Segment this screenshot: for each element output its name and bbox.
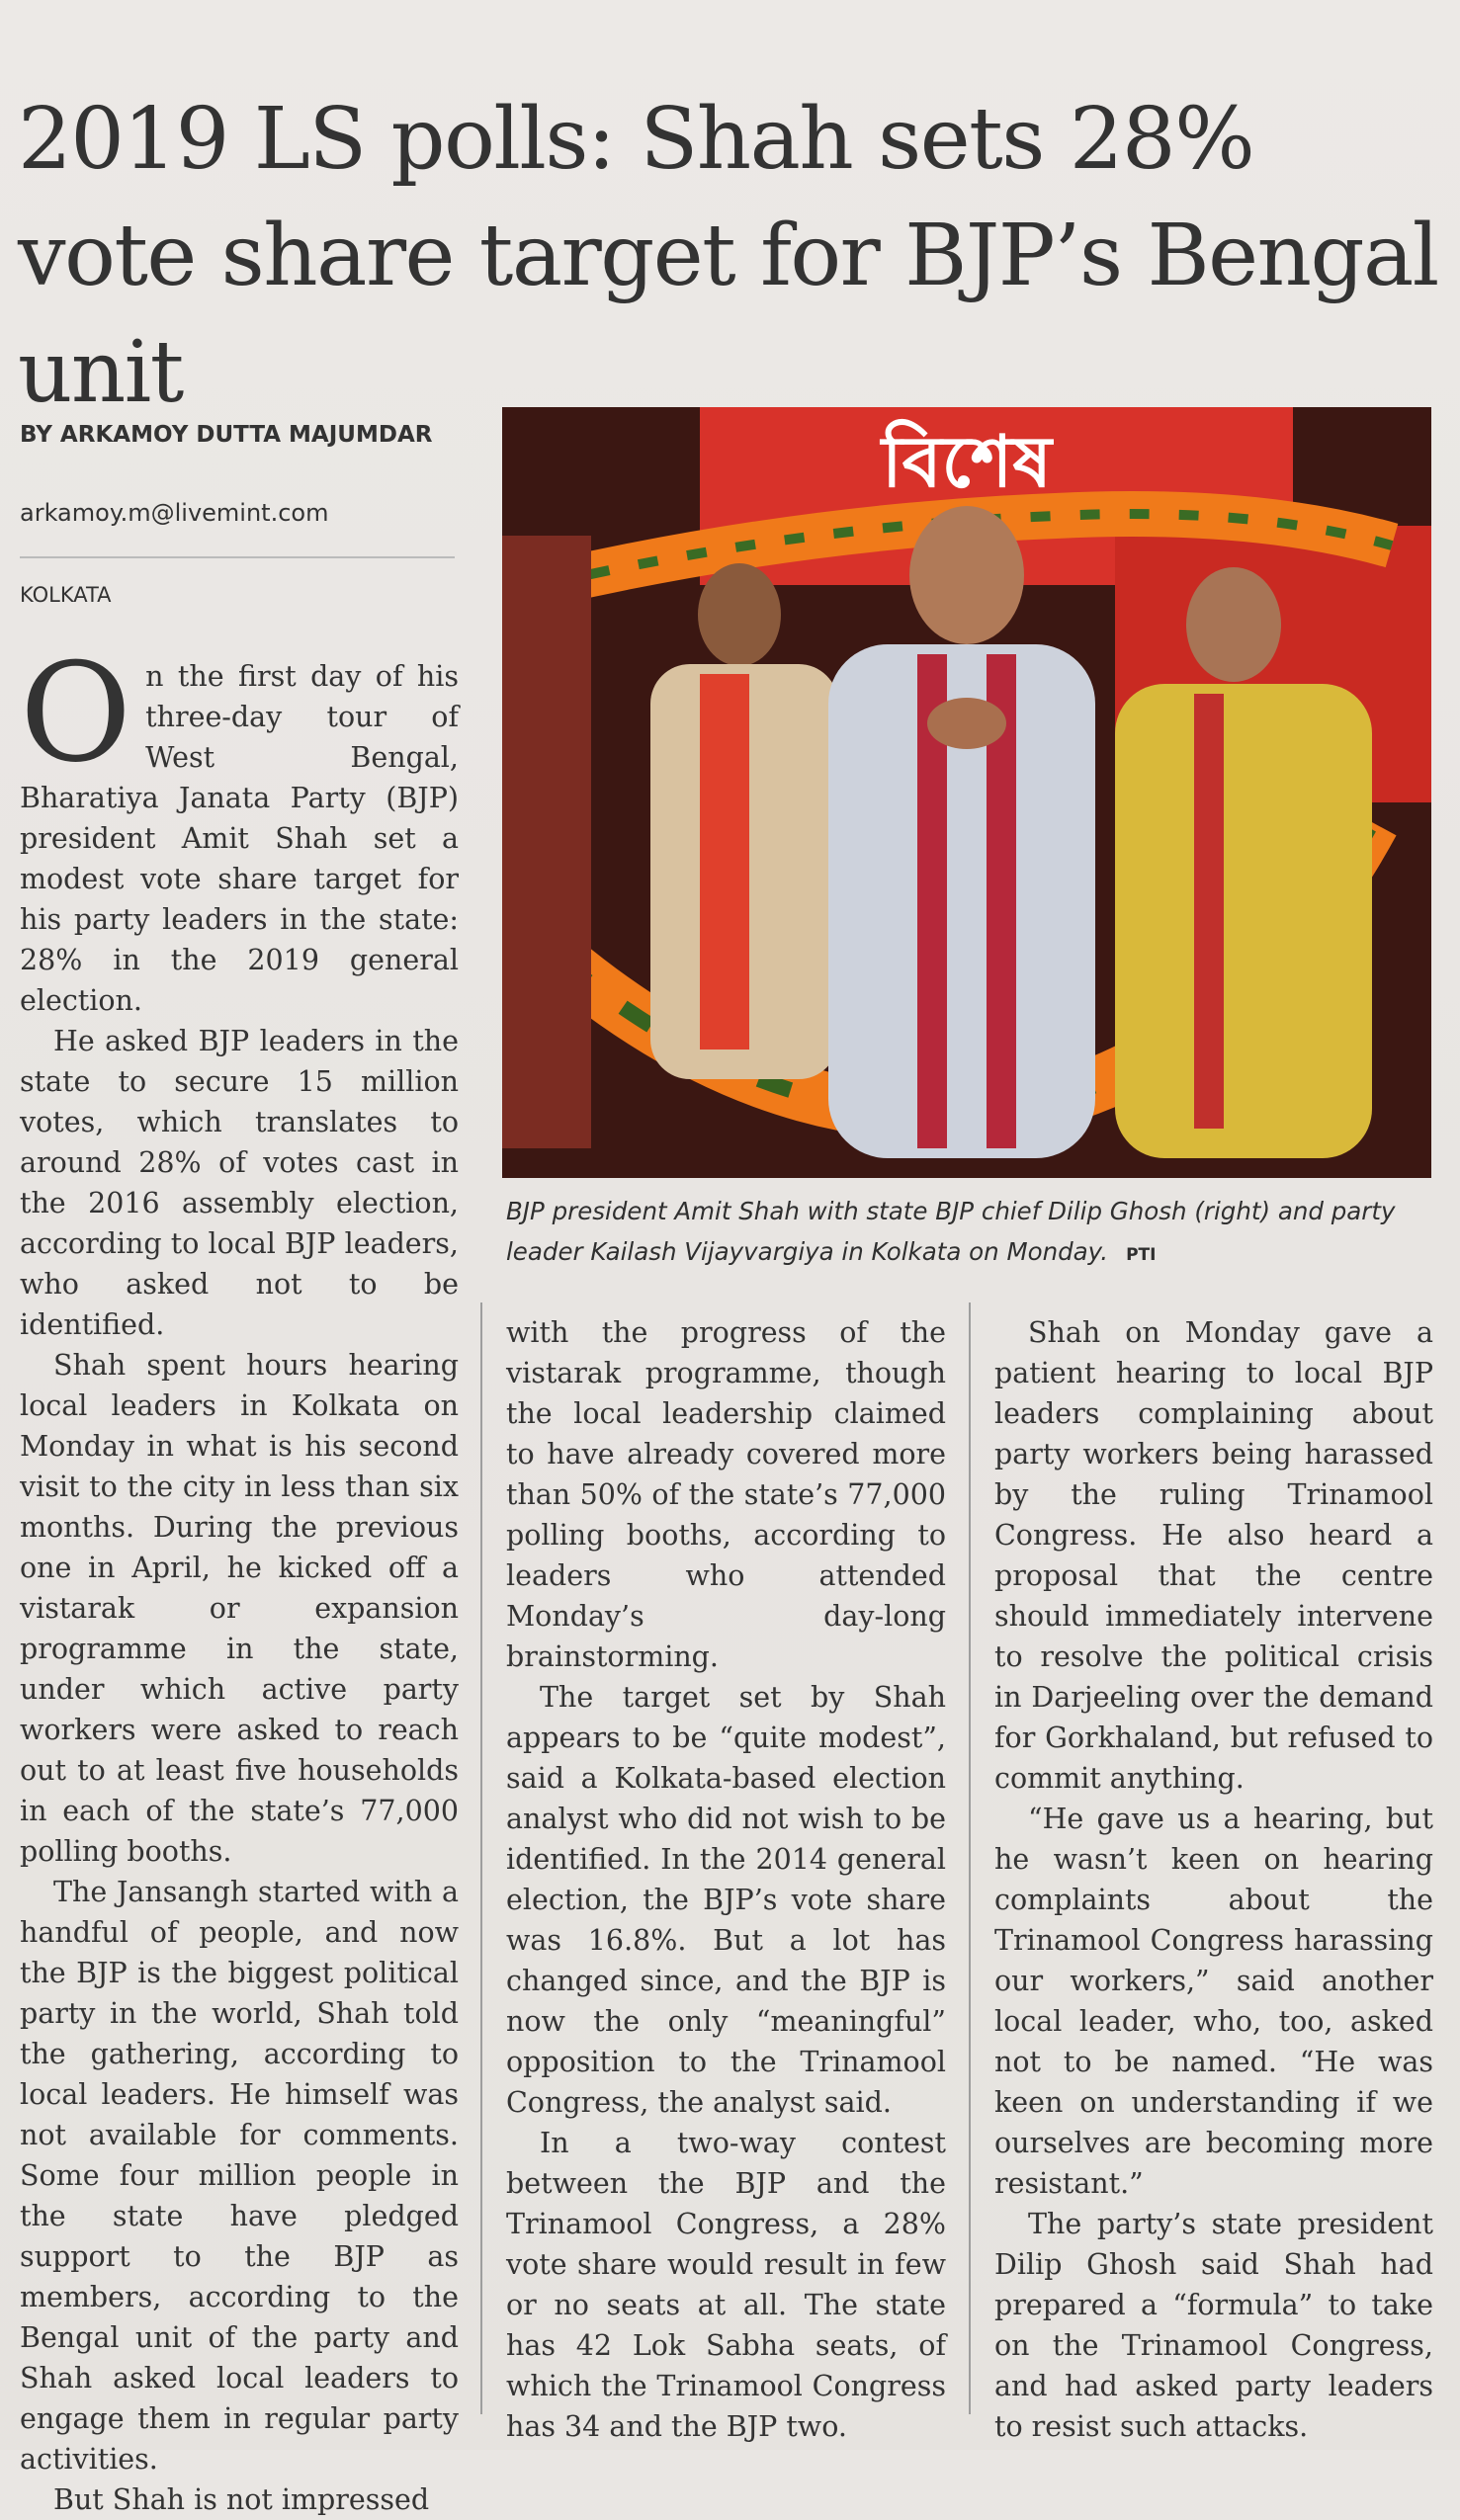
news-photo: [502, 407, 1431, 1178]
article-column-1: [20, 633, 459, 2520]
paragraph: He asked BJP leaders in the state to secure 15 million votes, which translates to around 28% of votes cast in the 2016 assembly election, according to local BJP leaders, who asked not to be identified.: [20, 1025, 459, 1341]
headline: 2019 LS polls: Shah sets 28% vote share target for BJP’s Bengal unit: [18, 90, 1438, 422]
paragraph: The party’s state president Dilip Ghosh said Shah had prepared a “formula” to take on the Trinamool Congress, and had asked party leaders to resist such attacks.: [994, 2208, 1433, 2443]
paragraph: But Shah is not impressed: [53, 2483, 430, 2516]
photo-caption: BJP president Amit Shah with state BJP chief Dilip Ghosh (right) and party leader Kailash Vijayvargiya in Kolkata on Monday. PTI: [506, 1197, 1396, 1266]
paragraph: The Jansangh started with a handful of people, and now the BJP is the biggest political party in the world, Shah told the gathering, according to local leaders. He himself was not available for comments. Some four million people in the state have pledged support to the BJP as members, according to the Bengal unit of the party and Shah asked local leaders to engage them in regular party activities.: [20, 1876, 459, 2476]
photo-credit: PTI: [1126, 1245, 1157, 1265]
article-column-3: [994, 1312, 1433, 2447]
byline: BY ARKAMOY DUTTA MAJUMDAR: [20, 422, 433, 448]
paragraph: Shah on Monday gave a patient hearing to local BJP leaders complaining about party workers being harassed by the ruling Trinamool Congress. He also heard a proposal that the centre should immediately intervene to resolve the political crisis in Darjeeling over the demand for Gorkhaland, but refused to commit anything.: [994, 1316, 1433, 1795]
paragraph: The target set by Shah appears to be “quite modest”, said a Kolkata-based election analyst who did not wish to be identified. In the 2014 general election, the BJP’s vote share was 16.8%. But a lot has changed since, and the BJP is now the only “meaningful” opposition to the Trinamool Congress, the analyst said.: [506, 1681, 946, 2119]
dateline: KOLKATA: [20, 583, 112, 607]
paragraph: “He gave us a hearing, but he wasn’t keen on hearing complaints about the Trinamool Congress harassing our workers,” said another local leader, who, too, asked not to be named. “He was keen on understanding if we ourselves are becoming more resistant.”: [994, 1803, 1433, 2200]
column-divider: [480, 1302, 482, 2414]
paragraph: In a two-way contest between the BJP and the Trinamool Congress, a 28% vote share would result in few or no seats at all. The state has 42 Lok Sabha seats, of which the Trinamool Congress has 34 and the BJP two.: [506, 2127, 946, 2443]
paragraph: On the first day of his three-day tour of West Bengal, Bharatiya Janata Party (BJP) president Amit Shah set a modest vote share target for his party leaders in the state: 28% in the 2019 general election.: [20, 633, 459, 1017]
column-divider: [969, 1302, 971, 2414]
drop-cap: O: [20, 633, 132, 793]
paragraph: Shah spent hours hearing local leaders in Kolkata on Monday in what is his second visit to the city in less than six months. During the previous one in April, he kicked off a vistarak or expansion programme in the state, under which active party workers were asked to reach out to at least five households in each of the state’s 77,000 polling booths.: [20, 1349, 459, 1868]
byline-divider: [20, 556, 455, 558]
banner-text: বিশেষ: [882, 420, 1052, 503]
photo-illustration: [502, 407, 1431, 1178]
article-column-2: [506, 1312, 946, 2447]
paragraph: with the progress of the vistarak programme, though the local leadership claimed to have already covered more than 50% of the state’s 77,000 polling booths, according to leaders who attended Monday’s day-long brainstorming.: [506, 1316, 946, 1673]
author-email: arkamoy.m@livemint.com: [20, 499, 329, 527]
